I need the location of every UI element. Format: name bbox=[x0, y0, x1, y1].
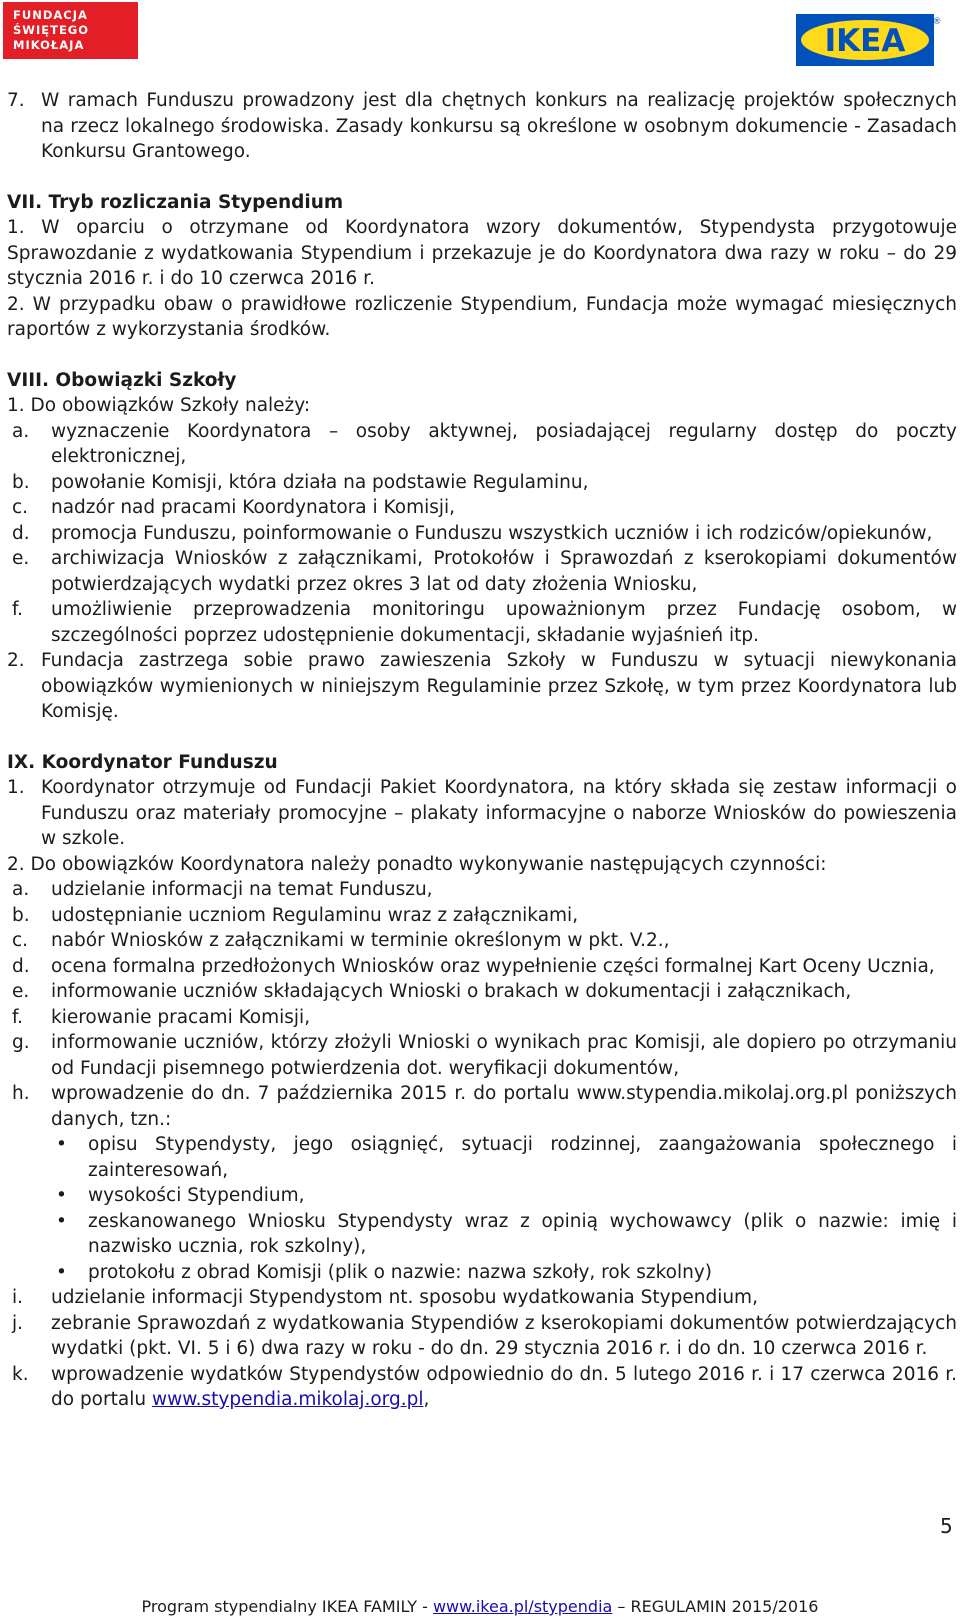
footer-text: – REGULAMIN 2015/2016 bbox=[612, 1597, 819, 1616]
item-text: informowanie uczniów składających Wnioski o brakach w dokumentacji i załącznikach, bbox=[51, 981, 852, 1002]
item-text: promocja Funduszu, poinformowanie o Funduszu wszystkich uczniów i ich rodziców/opiekunów, bbox=[51, 522, 933, 544]
list-item bbox=[7, 470, 957, 496]
item-marker: g. bbox=[12, 1032, 30, 1053]
logo-line: ŚWIĘTEGO bbox=[13, 23, 90, 37]
item-text: udzielanie informacji na temat Funduszu, bbox=[51, 879, 433, 900]
item-marker: c. bbox=[12, 930, 29, 951]
item-marker: e. bbox=[12, 981, 30, 1002]
item-marker: h. bbox=[12, 1083, 30, 1104]
list-item bbox=[7, 419, 957, 470]
item-marker: a. bbox=[12, 420, 30, 442]
section-vii-heading: VII. Tryb rozliczania Stypendium bbox=[7, 191, 344, 213]
item-text-part: wprowadzenie wydatków Stypendystów odpowiednio do dn. 5 lutego 2016 r. i 17 czerwca 2016 r. do portalu bbox=[51, 1363, 957, 1410]
item-marker: d. bbox=[12, 955, 30, 977]
item-marker: c. bbox=[12, 497, 29, 518]
list-item bbox=[7, 546, 957, 597]
item-text: ocena formalna przedłożonych Wniosków oraz wypełnienie części formalnej Kart Oceny Ucznia, bbox=[51, 955, 935, 977]
item-marker: 1. bbox=[7, 777, 25, 798]
section-7-paragraph bbox=[7, 88, 957, 165]
item-text: archiwizacja Wniosków z załącznikami, Protokołów i Sprawozdań z kserokopiami dokumentów potwierdzających wydatki przez okres 3 lat od daty złożenia Wniosku, bbox=[51, 548, 957, 595]
section-ix-heading: IX. Koordynator Funduszu bbox=[7, 751, 278, 773]
item-text: umożliwienie przeprowadzenia monitoringu upoważnionym przez Fundację osobom, w szczególności poprzez udostępnienie dokumentacji, składanie wyjaśnień itp. bbox=[51, 599, 957, 646]
item-text: informowanie uczniów, którzy złożyli Wnioski o wynikach prac Komisji, ale dopiero po otrzymaniu od Fundacji pisemnego potwierdzenia dot. weryfikacji dokumentów, bbox=[51, 1032, 957, 1079]
item-text: zebranie Sprawozdań z wydatkowania Stypendiów z kserokopiami dokumentów potwierdzających wydatki (pkt. VI. 5 i 6) dwa razy w roku - do dn. 29 stycznia 2016 r. i do dn. 10 czerwca 2016 r. bbox=[51, 1312, 957, 1359]
bullet-icon: • bbox=[56, 1134, 67, 1155]
page-number: 5 bbox=[940, 1514, 953, 1538]
item-marker: i. bbox=[12, 1287, 24, 1308]
list-item bbox=[7, 877, 957, 903]
logo-line: FUNDACJA bbox=[13, 8, 88, 22]
bullet-text: wysokości Stypendium, bbox=[88, 1185, 305, 1206]
item-marker: e. bbox=[12, 548, 30, 569]
section-ix-paragraph-1 bbox=[7, 775, 957, 852]
item-marker: k. bbox=[12, 1363, 29, 1385]
registered-mark: ® bbox=[932, 17, 941, 27]
item-text: powołanie Komisji, która działa na podstawie Regulaminu, bbox=[51, 471, 589, 493]
section-viii-heading: VIII. Obowiązki Szkoły bbox=[7, 369, 237, 391]
ikea-logo-text: IKEA bbox=[824, 23, 906, 59]
item-text: udzielanie informacji Stypendystom nt. sposobu wydatkowania Stypendium, bbox=[51, 1287, 758, 1308]
item-text bbox=[51, 1362, 957, 1413]
bullet-item bbox=[7, 1209, 957, 1260]
section-viii-intro: 1. Do obowiązków Szkoły należy: bbox=[7, 395, 311, 416]
section-ix-paragraph-2: 2. Do obowiązków Koordynatora należy ponadto wykonywanie następujących czynności: bbox=[7, 853, 827, 875]
item-marker: b. bbox=[12, 471, 30, 493]
bullet-item bbox=[7, 1260, 957, 1286]
list-item bbox=[7, 979, 957, 1005]
item-text: wprowadzenie do dn. 7 października 2015 r. do portalu www.stypendia.mikolaj.org.pl poniższych danych, tzn.: bbox=[51, 1083, 957, 1130]
logo-line: MIKOŁAJA bbox=[13, 38, 85, 52]
list-item bbox=[7, 1285, 957, 1311]
section-vii-paragraph-1: 1. W oparciu o otrzymane od Koordynatora wzory dokumentów, Stypendysta przygotowuje Sprawozdanie z wydatkowania Stypendium i przekazuje je do Koordynatora dwa razy w roku – do 29 stycznia 2016 r. i do 10 czerwca 2016 r. bbox=[7, 217, 957, 289]
item-marker: 2. bbox=[7, 650, 25, 671]
item-text: nadzór nad pracami Koordynatora i Komisji, bbox=[51, 497, 456, 518]
ikea-logo bbox=[796, 14, 941, 66]
list-item bbox=[7, 1311, 957, 1362]
bullet-icon: • bbox=[56, 1261, 67, 1283]
bullet-item bbox=[7, 1183, 957, 1209]
list-item bbox=[7, 521, 957, 547]
list-item bbox=[7, 928, 957, 954]
list-item bbox=[7, 1005, 957, 1031]
section-vii-paragraph-2: 2. W przypadku obaw o prawidłowe rozliczenie Stypendium, Fundacja może wymagać miesięcznych raportów z wykorzystania środków. bbox=[7, 293, 957, 340]
document-body bbox=[7, 88, 957, 1413]
item-marker: j. bbox=[12, 1312, 24, 1334]
item-text: Koordynator otrzymuje od Fundacji Pakiet Koordynatora, na który składa się zestaw informacji o Funduszu oraz materiały promocyjne – plakaty informacyjne o naborze Wniosków do powieszenia w szkole. bbox=[41, 777, 957, 849]
bullet-text: opisu Stypendysty, jego osiągnięć, sytuacji rodzinnej, zaangażowania społecznego i zainteresowań, bbox=[88, 1134, 957, 1181]
list-item bbox=[7, 1362, 957, 1413]
bullet-text: zeskanowanego Wniosku Stypendysty wraz z opinią wychowawcy (plik o nazwie: imię i nazwisko ucznia, rok szkolny), bbox=[88, 1210, 957, 1257]
bullet-text: protokołu z obrad Komisji (plik o nazwie: nazwa szkoły, rok szkolny) bbox=[88, 1261, 713, 1283]
page-footer bbox=[0, 1597, 960, 1616]
item-text: nabór Wniosków z załącznikami w terminie określonym w pkt. V.2., bbox=[51, 930, 670, 951]
item-marker: 7. bbox=[7, 90, 25, 111]
bullet-icon: • bbox=[56, 1210, 67, 1232]
list-item bbox=[7, 1030, 957, 1081]
item-marker: f. bbox=[12, 599, 24, 620]
item-text: kierowanie pracami Komisji, bbox=[51, 1006, 311, 1028]
item-marker: f. bbox=[12, 1006, 24, 1028]
item-text: udostępnianie uczniom Regulaminu wraz z załącznikami, bbox=[51, 904, 579, 926]
item-marker: d. bbox=[12, 522, 30, 544]
item-marker: a. bbox=[12, 879, 30, 900]
item-text: Fundacja zastrzega sobie prawo zawieszenia Szkoły w Funduszu w sytuacji niewykonania obowiązków wymienionych w niniejszym Regulaminie przez Szkołę, w tym przez Koordynatora lub Komisję. bbox=[41, 650, 957, 722]
list-item bbox=[7, 954, 957, 980]
item-marker: b. bbox=[12, 904, 30, 926]
bullet-item bbox=[7, 1132, 957, 1183]
list-item bbox=[7, 597, 957, 648]
list-item bbox=[7, 495, 957, 521]
footer-link[interactable]: www.ikea.pl/stypendia bbox=[432, 1597, 613, 1616]
footer-text: Program stypendialny IKEA FAMILY - bbox=[141, 1597, 433, 1616]
list-item bbox=[7, 903, 957, 929]
fundacja-swietego-mikolaja-logo bbox=[3, 2, 138, 59]
section-viii-paragraph-2 bbox=[7, 648, 957, 725]
item-text: wyznaczenie Koordynatora – osoby aktywnej, posiadającej regularny dostęp do poczty elektronicznej, bbox=[51, 420, 957, 467]
item-text-part: , bbox=[423, 1389, 430, 1410]
list-item bbox=[7, 1081, 957, 1132]
portal-link[interactable]: www.stypendia.mikolaj.org.pl bbox=[151, 1389, 424, 1410]
item-text: W ramach Funduszu prowadzony jest dla chętnych konkurs na realizację projektów społecznych na rzecz lokalnego środowiska. Zasady konkursu są określone w osobnym dokumencie - Zasadach Konkursu Grantowego. bbox=[41, 90, 957, 162]
bullet-icon: • bbox=[56, 1185, 67, 1206]
